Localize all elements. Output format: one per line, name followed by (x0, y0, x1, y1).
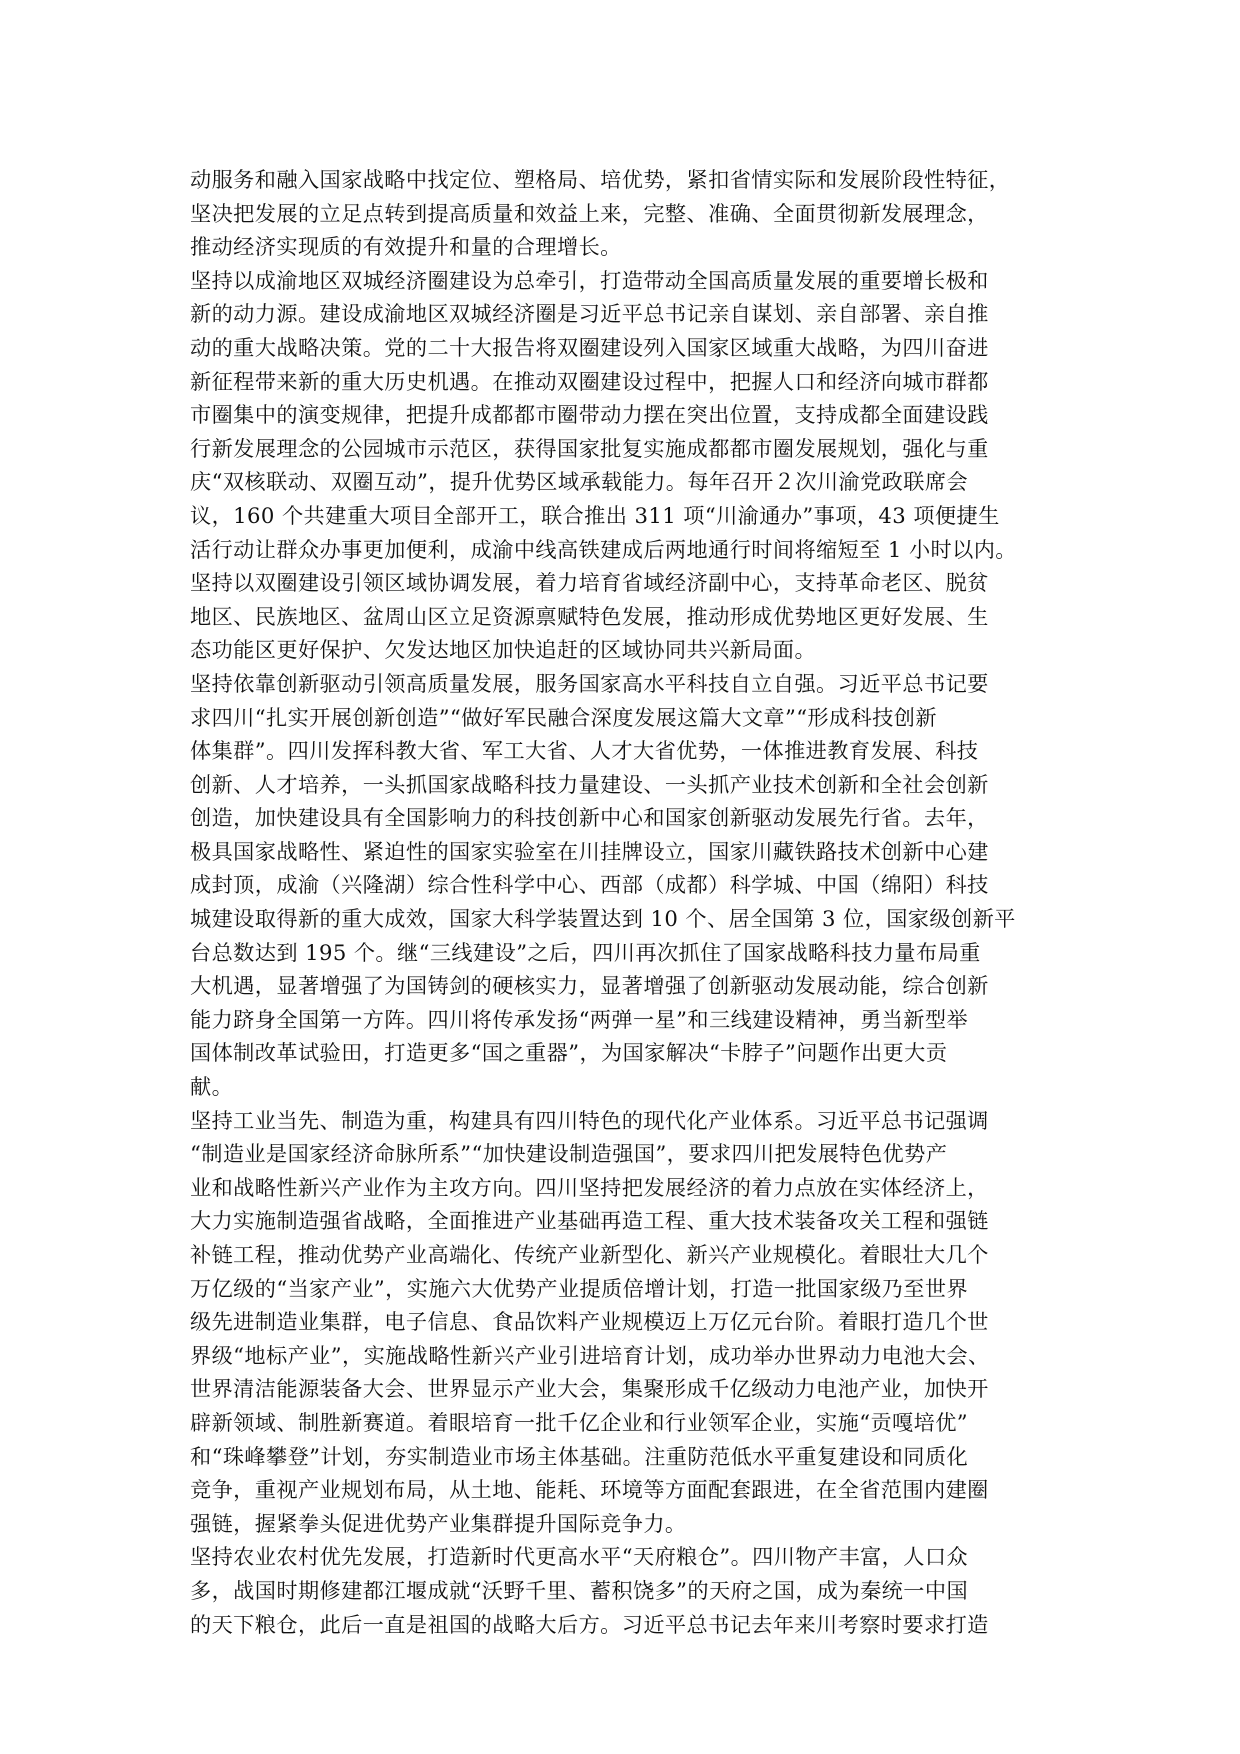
text-line: 动的重大战略决策。党的二十大报告将双圈建设列入国家区域重大战略，为四川奋进 (190, 334, 989, 360)
text-line: 行新发展理念的公园城市示范区，获得国家批复实施成都都市圈发展规划，强化与重 (190, 435, 989, 461)
text-line: 坚持农业农村优先发展，打造新时代更高水平“天府粮仓”。四川物产丰富，人口众 (190, 1544, 969, 1570)
text-line: 体集群”。四川发挥科教大省、军工大省、人才大省优势，一体推进教育发展、科技 (190, 738, 979, 764)
text-line: 活行动让群众办事更加便利，成渝中线高铁建成后两地通行时间将缩短至 1 小时以内。 (190, 536, 1017, 562)
text-line: 地区、民族地区、盆周山区立足资源禀赋特色发展，推动形成优势地区更好发展、生 (190, 603, 989, 629)
text-line: 大机遇，显著增强了为国铸剑的硬核实力，显著增强了创新驱动发展动能，综合创新 (190, 973, 989, 999)
text-line: 界级“地标产业”，实施战略性新兴产业引进培育计划，成功举办世界动力电池大会、 (190, 1342, 990, 1368)
text-line: 市圈集中的演变规律，把提升成都都市圈带动力摆在突出位置，支持成都全面建设践 (190, 402, 989, 428)
text-line: 坚持依靠创新驱动引领高质量发展，服务国家高水平科技自立自强。习近平总书记要 (190, 670, 989, 696)
text-line: “制造业是国家经济命脉所系”“加快建设制造强国”，要求四川把发展特色优势产 (190, 1141, 948, 1167)
text-line: 新征程带来新的重大历史机遇。在推动双圈建设过程中，把握人口和经济向城市群都 (190, 368, 989, 394)
text-line: 台总数达到 195 个。继“三线建设”之后，四川再次抓住了国家战略科技力量布局重 (190, 939, 981, 965)
text-line: 辟新领域、制胜新赛道。着眼培育一批千亿企业和行业领军企业，实施“贡嘎培优” (190, 1409, 969, 1435)
text-line: 议，160 个共建重大项目全部开工，联合推出 311 项“川渝通办”事项，43 项便捷生 (190, 502, 1000, 528)
text-line: 新的动力源。建设成渝地区双城经济圈是习近平总书记亲自谋划、亲自部署、亲自推 (190, 301, 989, 327)
text-line: 极具国家战略性、紧迫性的国家实验室在川挂牌设立，国家川藏铁路技术创新中心建 (190, 838, 989, 864)
text-line: 级先进制造业集群，电子信息、食品饮料产业规模迈上万亿元台阶。着眼打造几个世 (190, 1309, 989, 1335)
text-line: 坚决把发展的立足点转到提高质量和效益上来，完整、准确、全面贯彻新发展理念， (190, 200, 989, 226)
text-line: 庆“双核联动、双圈互动”，提升优势区域承载能力。每年召开２次川渝党政联席会 (190, 469, 969, 495)
text-line: 献。 (190, 1074, 234, 1100)
text-line: 世界清洁能源装备大会、世界显示产业大会，集聚形成千亿级动力电池产业，加快开 (190, 1376, 989, 1402)
text-line: 求四川“扎实开展创新创造”“做好军民融合深度发展这篇大文章”“形成科技创新 (190, 704, 937, 730)
text-line: 坚持工业当先、制造为重，构建具有四川特色的现代化产业体系。习近平总书记强调 (190, 1107, 989, 1133)
text-line: 成封顶，成渝（兴隆湖）综合性科学中心、西部（成都）科学城、中国（绵阳）科技 (190, 872, 989, 898)
text-line: 创新、人才培养，一头抓国家战略科技力量建设、一头抓产业技术创新和全社会创新 (190, 771, 989, 797)
text-line: 业和战略性新兴产业作为主攻方向。四川坚持把发展经济的着力点放在实体经济上， (190, 1174, 989, 1200)
text-line: 推动经济实现质的有效提升和量的合理增长。 (190, 234, 622, 260)
text-line: 大力实施制造强省战略，全面推进产业基础再造工程、重大技术装备攻关工程和强链 (190, 1208, 989, 1234)
text-line: 的天下粮仓，此后一直是祖国的战略大后方。习近平总书记去年来川考察时要求打造 (190, 1611, 989, 1637)
text-line: 多，战国时期修建都江堰成就“沃野千里、蓄积饶多”的天府之国，成为秦统一中国 (190, 1577, 969, 1603)
text-line: 和“珠峰攀登”计划，夯实制造业市场主体基础。注重防范低水平重复建设和同质化 (190, 1443, 969, 1469)
text-line: 强链，握紧拳头促进优势产业集群提升国际竞争力。 (190, 1510, 687, 1536)
text-line: 万亿级的“当家产业”，实施六大优势产业提质倍增计划，打造一批国家级乃至世界 (190, 1275, 969, 1301)
text-line: 坚持以双圈建设引领区域协调发展，着力培育省域经济副中心，支持革命老区、脱贫 (190, 570, 989, 596)
text-line: 坚持以成渝地区双城经济圈建设为总牵引，打造带动全国高质量发展的重要增长极和 (190, 267, 989, 293)
text-line: 竞争，重视产业规划布局，从土地、能耗、环境等方面配套跟进，在全省范围内建圈 (190, 1477, 989, 1503)
text-line: 动服务和融入国家战略中找定位、塑格局、培优势，紧扣省情实际和发展阶段性特征， (190, 167, 1011, 192)
text-line: 态功能区更好保护、欠发达地区加快追赶的区域协同共兴新局面。 (190, 637, 817, 663)
text-line: 能力跻身全国第一方阵。四川将传承发扬“两弹一星”和三线建设精神，勇当新型举 (190, 1006, 969, 1032)
body-text (190, 163, 1070, 1641)
text-line: 创造，加快建设具有全国影响力的科技创新中心和国家创新驱动发展先行省。去年， (190, 805, 989, 831)
text-line: 城建设取得新的重大成效，国家大科学装置达到 10 个、居全国第 3 位，国家级创新平 (190, 906, 1016, 932)
text-line: 国体制改革试验田，打造更多“国之重器”，为国家解决“卡脖子”问题作出更大贡 (190, 1040, 948, 1066)
text-line: 补链工程，推动优势产业高端化、传统产业新型化、新兴产业规模化。着眼壮大几个 (190, 1242, 989, 1267)
